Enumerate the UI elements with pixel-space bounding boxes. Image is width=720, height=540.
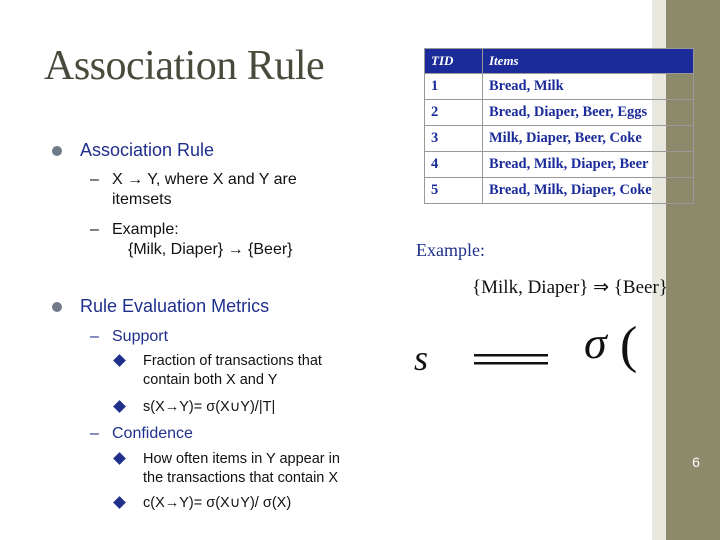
table-header-tid: TID (425, 49, 483, 74)
diamond-bullet-icon (113, 354, 126, 367)
table-header-items: Items (483, 49, 694, 74)
table-cell-items: Bread, Diaper, Beer, Eggs (483, 100, 694, 126)
svg-text:σ: σ (584, 326, 607, 368)
rule-definition-line2: itemsets (112, 191, 172, 208)
table-cell-tid: 2 (425, 100, 483, 126)
page-number-value: 6 (692, 454, 700, 470)
bullet-label: Rule Evaluation Metrics (80, 296, 270, 316)
svg-text:s: s (414, 338, 429, 376)
support-definition-line2: contain both X and Y (143, 372, 278, 388)
rule-example-line2: {Milk, Diaper} → {Beer} (128, 241, 293, 258)
support-definition-line1: Fraction of transactions that (143, 353, 322, 369)
table-row (425, 126, 694, 152)
confidence-definition-line1: How often items in Y appear in (143, 451, 340, 467)
bullet-label: Association Rule (80, 140, 215, 160)
svg-text:(: ( (620, 326, 638, 374)
bullet-dot-icon (52, 146, 62, 156)
slide-title: Association Rule (44, 43, 325, 89)
table-row (425, 74, 694, 100)
table-cell-items: Bread, Milk, Diaper, Coke (483, 178, 694, 204)
page-number (676, 446, 716, 478)
support-math-graphic (412, 326, 652, 376)
example-formula: {Milk, Diaper} ⇒ {Beer} (472, 277, 668, 298)
diamond-bullet-icon (113, 400, 126, 413)
table-cell-tid: 3 (425, 126, 483, 152)
confidence-definition-line2: the transactions that contain X (143, 470, 339, 486)
confidence-formula: c(X→Y)= σ(X∪Y)/ σ(X) (143, 495, 292, 511)
example-label: Example: (416, 240, 485, 260)
table-row (425, 152, 694, 178)
rule-example-line1: Example: (112, 221, 179, 238)
support-label: Support (112, 328, 169, 345)
table-cell-tid: 1 (425, 74, 483, 100)
table-cell-tid: 4 (425, 152, 483, 178)
diamond-bullet-icon (113, 496, 126, 509)
support-math-fragment (412, 326, 652, 376)
table-header-row (425, 49, 694, 74)
table-cell-tid: 5 (425, 178, 483, 204)
rule-definition-line1: X → Y, where X and Y are (112, 171, 297, 188)
bullet-dot-icon (52, 302, 62, 312)
slide: Association Rule Association Rule – X → Y, where X and Y are itemsets – Example: {Milk, Diaper} → {Beer} Rule Evaluation Metrics – Support Fraction of transactions that contain both X and Y s(X→Y)= σ(X∪Y)/|T| – Confidence How often items in Y appear in the transactions that contain X c(X→Y)= σ(X∪Y)/ σ(X) TID Items 1 Bread, Milk 2 Bread, Diaper, Beer, Eggs 3 Milk, Diaper, Beer, Coke 4 Bread, Milk, Diaper, Beer 5 Bread, Milk, Diaper, Coke Example: {Milk, Diaper} ⇒ {Beer} s σ ( 6 (0, 0, 720, 540)
confidence-label: Confidence (112, 425, 193, 442)
table-cell-items: Milk, Diaper, Beer, Coke (483, 126, 694, 152)
transactions-table (424, 48, 694, 204)
support-formula: s(X→Y)= σ(X∪Y)/|T| (143, 399, 276, 415)
table-row (425, 178, 694, 204)
table-cell-items: Bread, Milk (483, 74, 694, 100)
table-row (425, 100, 694, 126)
table-cell-items: Bread, Milk, Diaper, Beer (483, 152, 694, 178)
diamond-bullet-icon (113, 452, 126, 465)
